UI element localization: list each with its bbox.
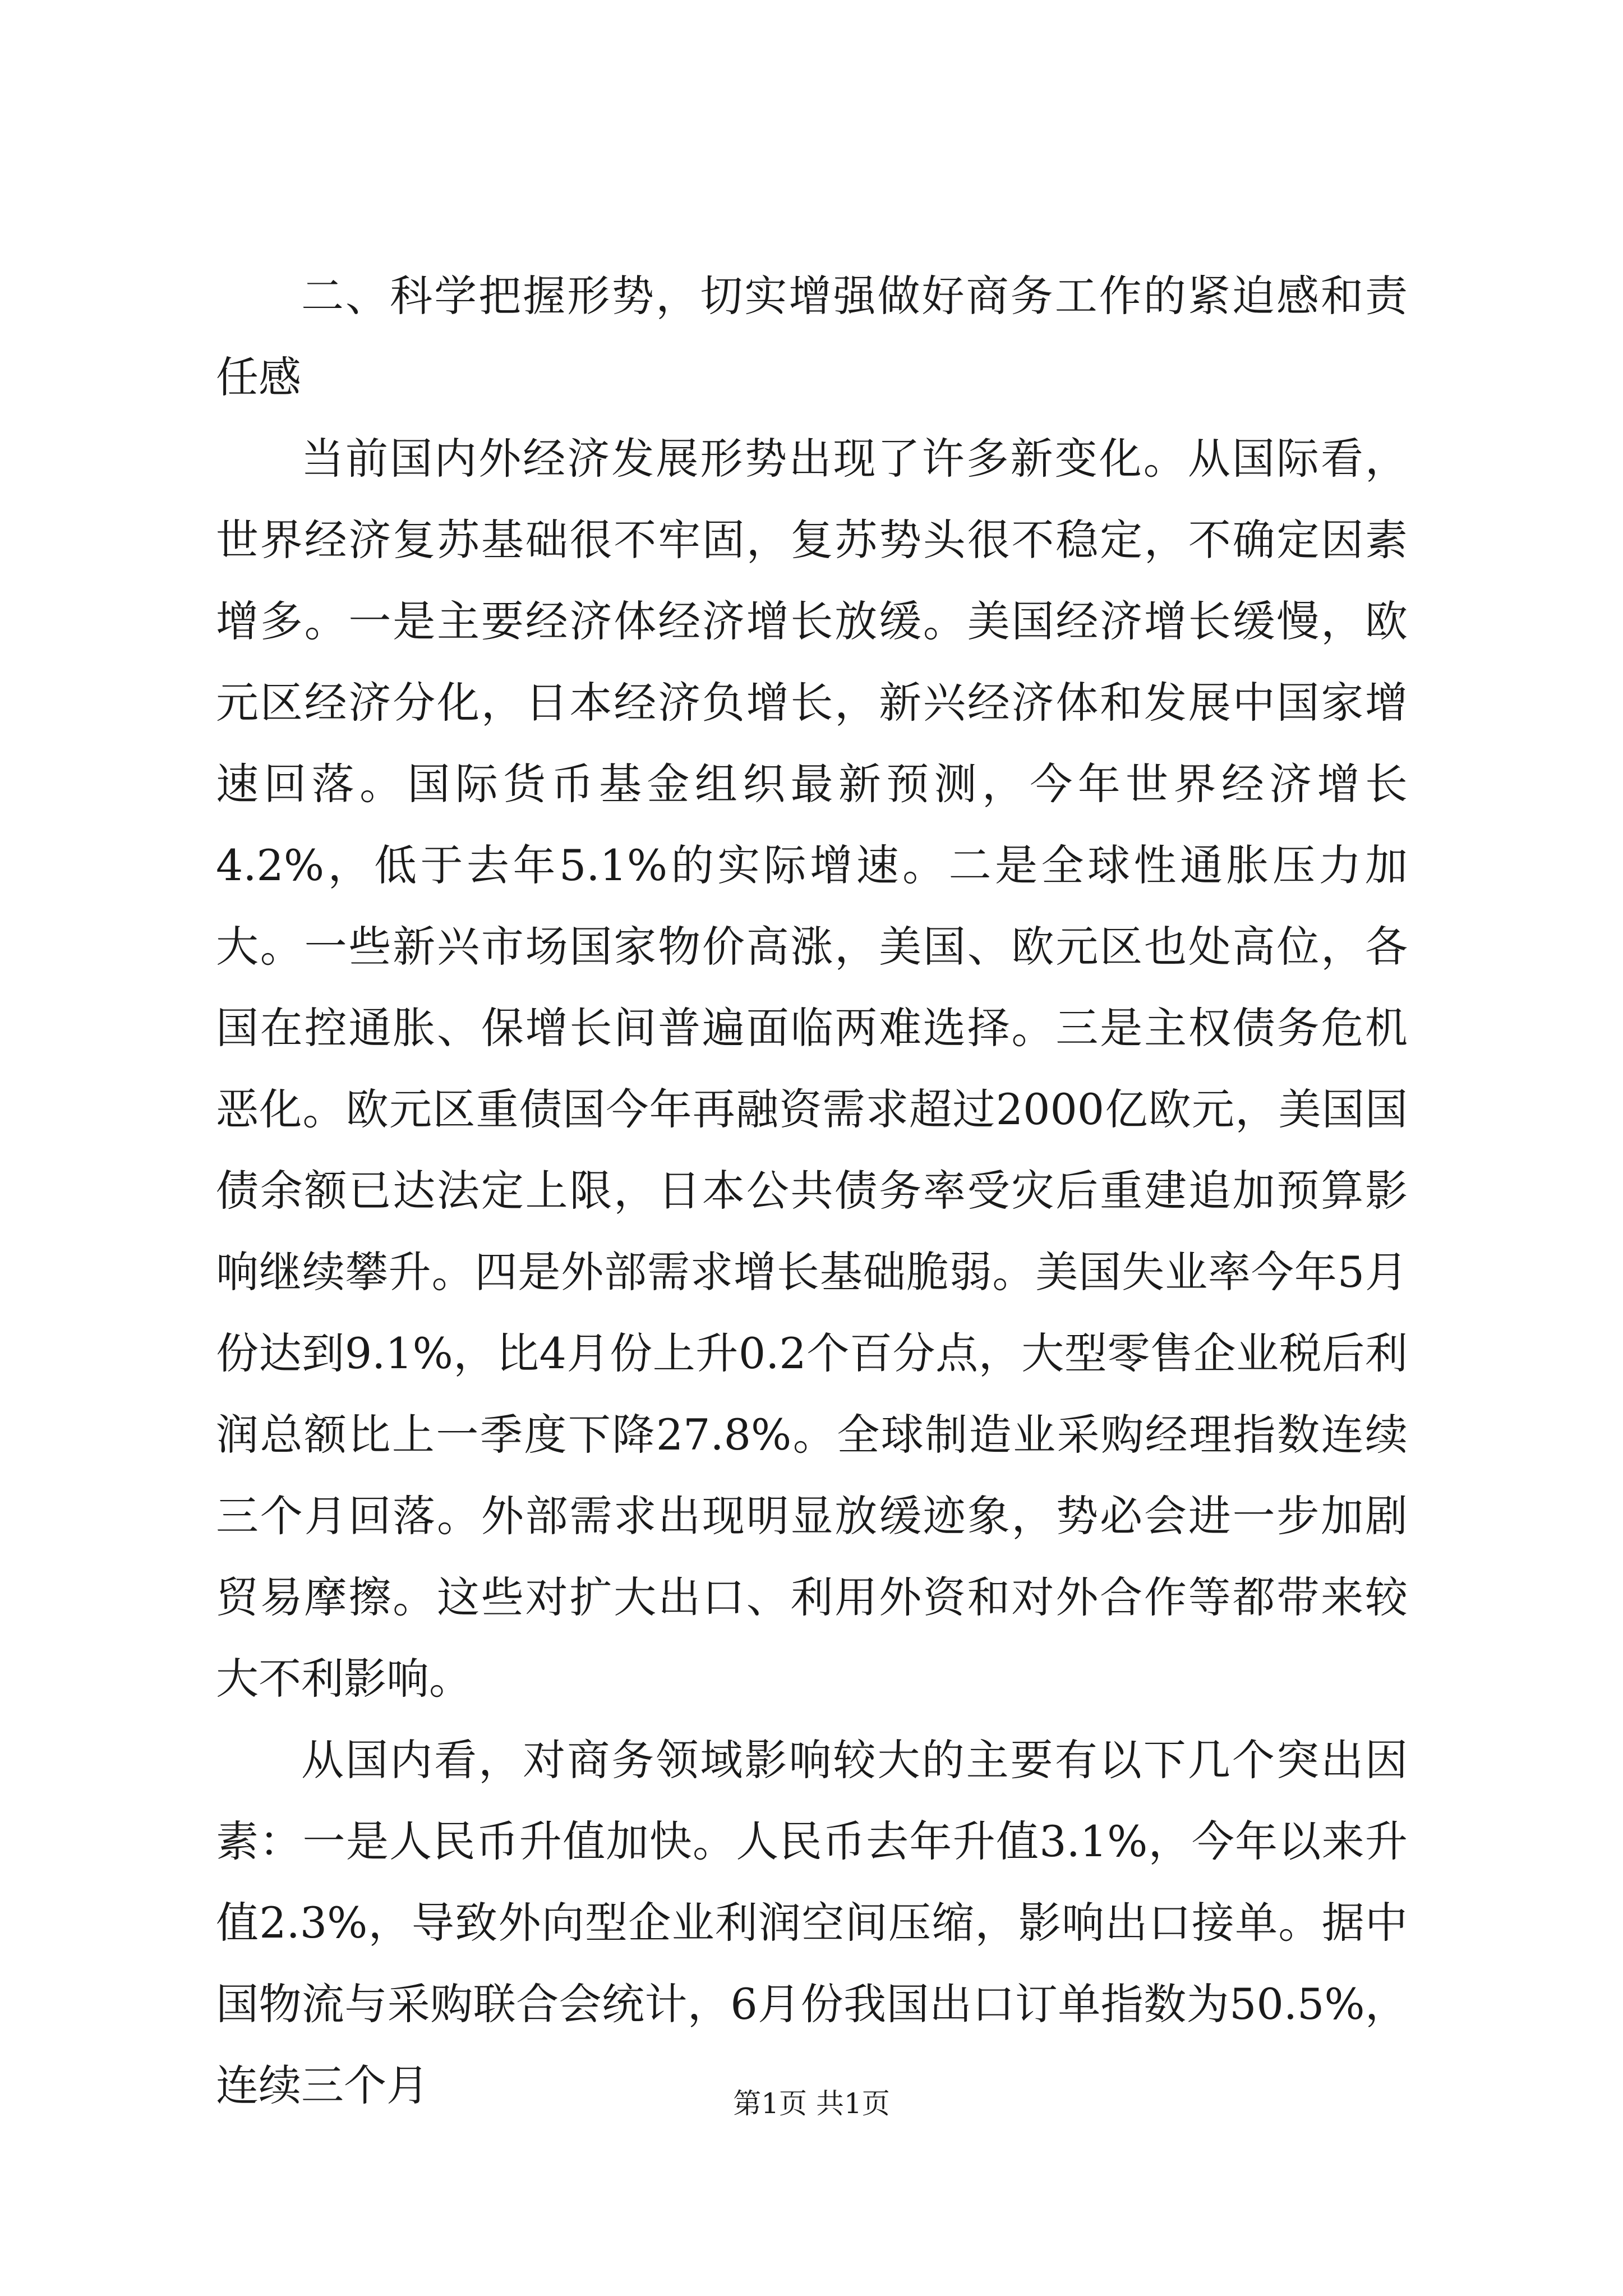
section-heading: 二、科学把握形势，切实增强做好商务工作的紧迫感和责任感 <box>216 271 1408 402</box>
paragraph-domestic: 从国内看，对商务领域影响较大的主要有以下几个突出因素：一是人民币升值加快。人民币去年升值3.1%，今年以来升值2.3%，导致外向型企业利润空间压缩，影响出口接单。据中国物流与采购联合会统计，6月份我国出口订单指数为50.5%，连续三个月 <box>216 1735 1408 2110</box>
page-footer: 第1页 共1页 <box>733 2087 890 2120</box>
paragraph-international: 当前国内外经济发展形势出现了许多新变化。从国际看，世界经济复苏基础很不牢固，复苏势头很不稳定，不确定因素增多。一是主要经济体经济增长放缓。美国经济增长缓慢，欧元区经济分化，日本经济负增长，新兴经济体和发展中国家增速回落。国际货币基金组织最新预测，今年世界经济增长4.2%，低于去年5.1%的实际增速。二是全球性通胀压力加大。一些新兴市场国家物价高涨，美国、欧元区也处高位，各国在控通胀、保增长间普遍面临两难选择。三是主权债务危机恶化。欧元区重债国今年再融资需求超过2000亿欧元，美国国债余额已达法定上限，日本公共债务率受灾后重建追加预算影响继续攀升。四是外部需求增长基础脆弱。美国失业率今年5月份达到9.1%，比4月份上升0.2个百分点，大型零售企业税后利润总额比上一季度下降27.8%。全球制造业采购经理指数连续三个月回落。外部需求出现明显放缓迹象，势必会进一步加剧贸易摩擦。这些对扩大出口、利用外资和对外合作等都带来较大不利影响。 <box>216 434 1408 1704</box>
document-body <box>216 255 1408 2126</box>
